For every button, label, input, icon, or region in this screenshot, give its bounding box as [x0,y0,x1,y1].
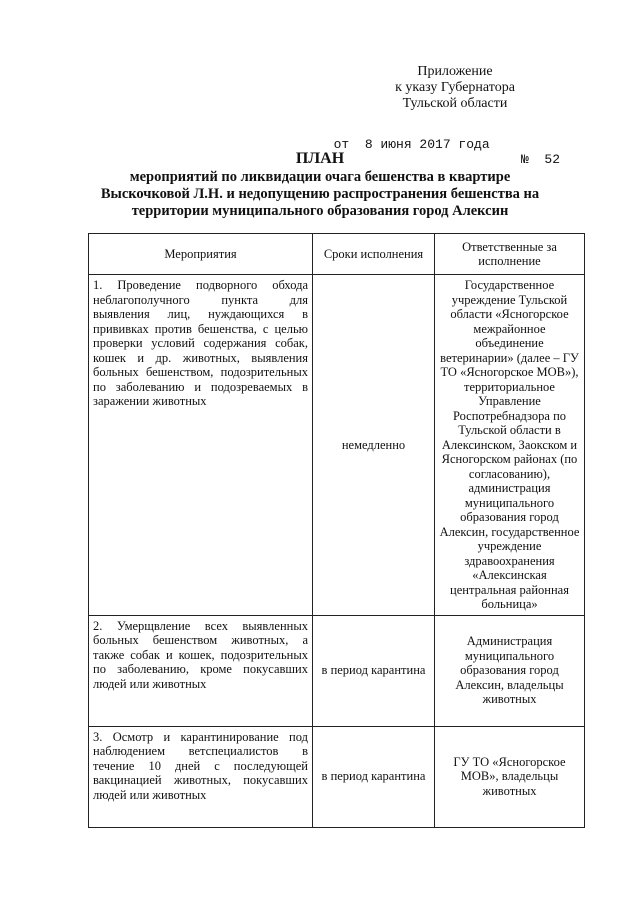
row-3-term: в период карантина [313,726,435,827]
row-1-term: немедленно [313,275,435,616]
header-responsible: Ответственные за исполнение [435,234,585,275]
row-1-responsible: Государственное учреждение Тульской области «Ясногорское межрайонное объединение ветеринарии» (далее – ГУ ТО «Ясногорское МОВ»), территориальное Управление Роспотребнадзора по Тульской области в Алексинском, Заокском и Ясногорском районах (по согласованию), администрация муниципального образования город Алексин, государственное учреждение здравоохранения «Алексинская центральная районная больница» [435,275,585,616]
row-2-term: в период карантина [313,615,435,726]
header-actions: Мероприятия [89,234,313,275]
table-row [89,275,585,616]
table-header-row [89,234,585,275]
table-row [89,726,585,827]
row-2-action: 2. Умерщвление всех выявленных больных бешенством животных, а также собак и кошек, подозрительных по заболеванию, кроме покусавших людей или животных [89,615,313,726]
plan-title: ПЛАН [295,150,345,167]
appendix-header [370,64,540,112]
plan-table [88,233,585,828]
row-2-responsible: Администрация муниципального образования город Алексин, владельцы животных [435,615,585,726]
row-3-responsible: ГУ ТО «Ясногорское МОВ», владельцы животных [435,726,585,827]
appendix-line-3: Тульской области [402,96,508,111]
appendix-line-1: Приложение [417,64,493,79]
row-3-action: 3. Осмотр и карантинирование под наблюдением ветспециалистов в течение 10 дней с последующей вакцинацией животных, покусавших людей или животных [89,726,313,827]
plan-subtitle: мероприятий по ликвидации очага бешенства в квартире Выскочковой Л.Н. и недопущению распространения бешенства на территории муниципального образования город Алексин [100,169,540,219]
order-number: № 52 [521,152,561,167]
row-1-action: 1. Проведение подворного обхода неблагополучного пункта для выявления лиц, нуждающихся в прививках против бешенства, с целью проверки условий содержания собак, кошек и др. животных, выявления больных бешенством, подозрительных по заболеванию и подозреваемых в заражении животных [89,275,313,616]
appendix-line-2: к указу Губернатора [395,80,515,95]
header-terms: Сроки исполнения [313,234,435,275]
order-date: от 8 июня 2017 года [333,137,490,152]
table-row [89,615,585,726]
